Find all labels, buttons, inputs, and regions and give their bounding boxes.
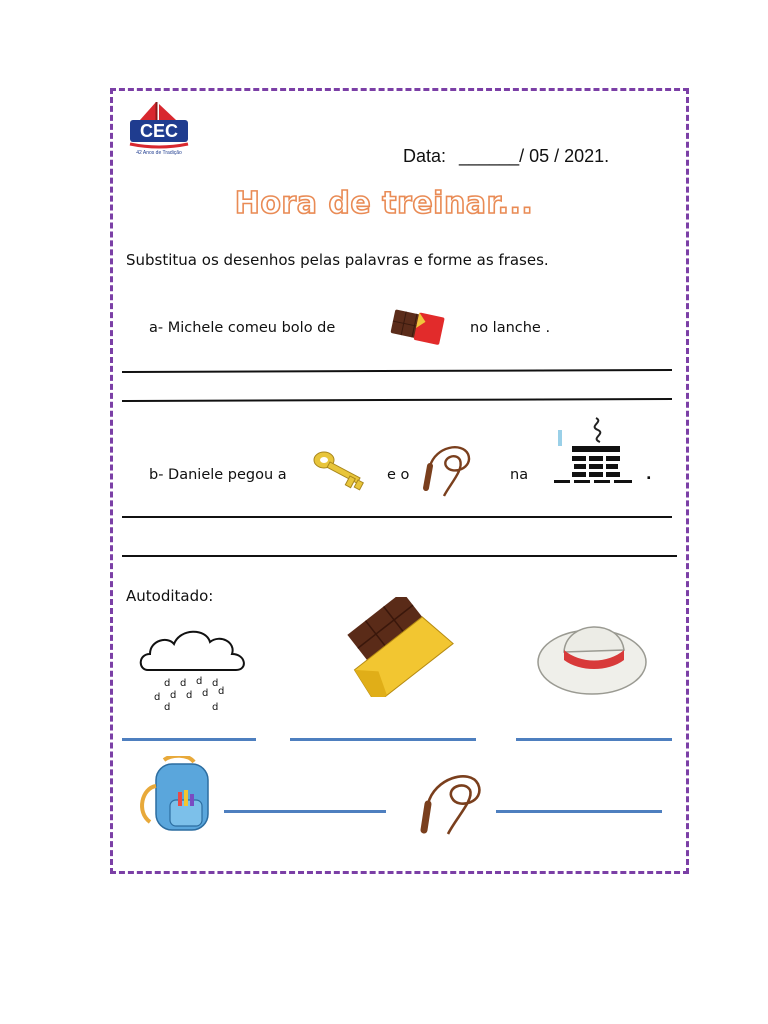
svg-text:d: d — [212, 702, 219, 713]
rain-cloud-icon — [136, 624, 250, 714]
writing-line — [122, 516, 672, 518]
key-icon — [312, 448, 372, 492]
backpack-icon — [134, 756, 214, 834]
answer-line — [516, 738, 672, 741]
answer-line — [122, 738, 256, 741]
answer-line — [496, 810, 662, 813]
date-label: Data: — [403, 146, 447, 166]
svg-text:d: d — [154, 692, 161, 703]
whip-icon — [416, 440, 480, 498]
svg-text:d: d — [164, 678, 171, 689]
svg-text:d: d — [180, 678, 187, 689]
logo-text: CEC — [139, 121, 179, 141]
worksheet-title: Hora de treinar... — [234, 186, 534, 221]
instruction-text: Substitua os desenhos pelas palavras e forme as frases. — [126, 251, 549, 269]
answer-line — [224, 810, 386, 813]
sentence-a-part1: a- Michele comeu bolo de — [149, 320, 336, 336]
svg-text:d: d — [218, 686, 225, 697]
svg-text:d: d — [212, 678, 219, 689]
svg-text:d: d — [170, 690, 177, 701]
school-logo — [126, 100, 192, 156]
chocolate-bar-icon — [336, 597, 464, 697]
date-value: ______/ 05 / 2021. — [459, 146, 610, 166]
chocolate-icon — [386, 308, 446, 348]
svg-text:d: d — [164, 702, 171, 713]
sentence-b-part3: na — [510, 467, 529, 483]
svg-text:d: d — [186, 690, 193, 701]
autoditado-label: Autoditado: — [126, 587, 214, 605]
svg-text:d: d — [196, 676, 203, 687]
writing-line — [122, 555, 677, 557]
answer-line — [290, 738, 476, 741]
hat-icon — [536, 610, 650, 700]
sentence-b-part1: b- Daniele pegou a — [149, 467, 287, 483]
whip-icon-2 — [412, 764, 492, 836]
sentence-b-part4: . — [646, 467, 652, 483]
date-line — [403, 146, 609, 167]
sentence-a-part2: no lanche . — [470, 320, 551, 336]
chimney-icon — [552, 416, 638, 486]
sentence-b-part2: e o — [387, 467, 410, 483]
svg-text:42 Anos de Tradição: 42 Anos de Tradição — [136, 150, 182, 156]
svg-text:d: d — [202, 688, 209, 699]
